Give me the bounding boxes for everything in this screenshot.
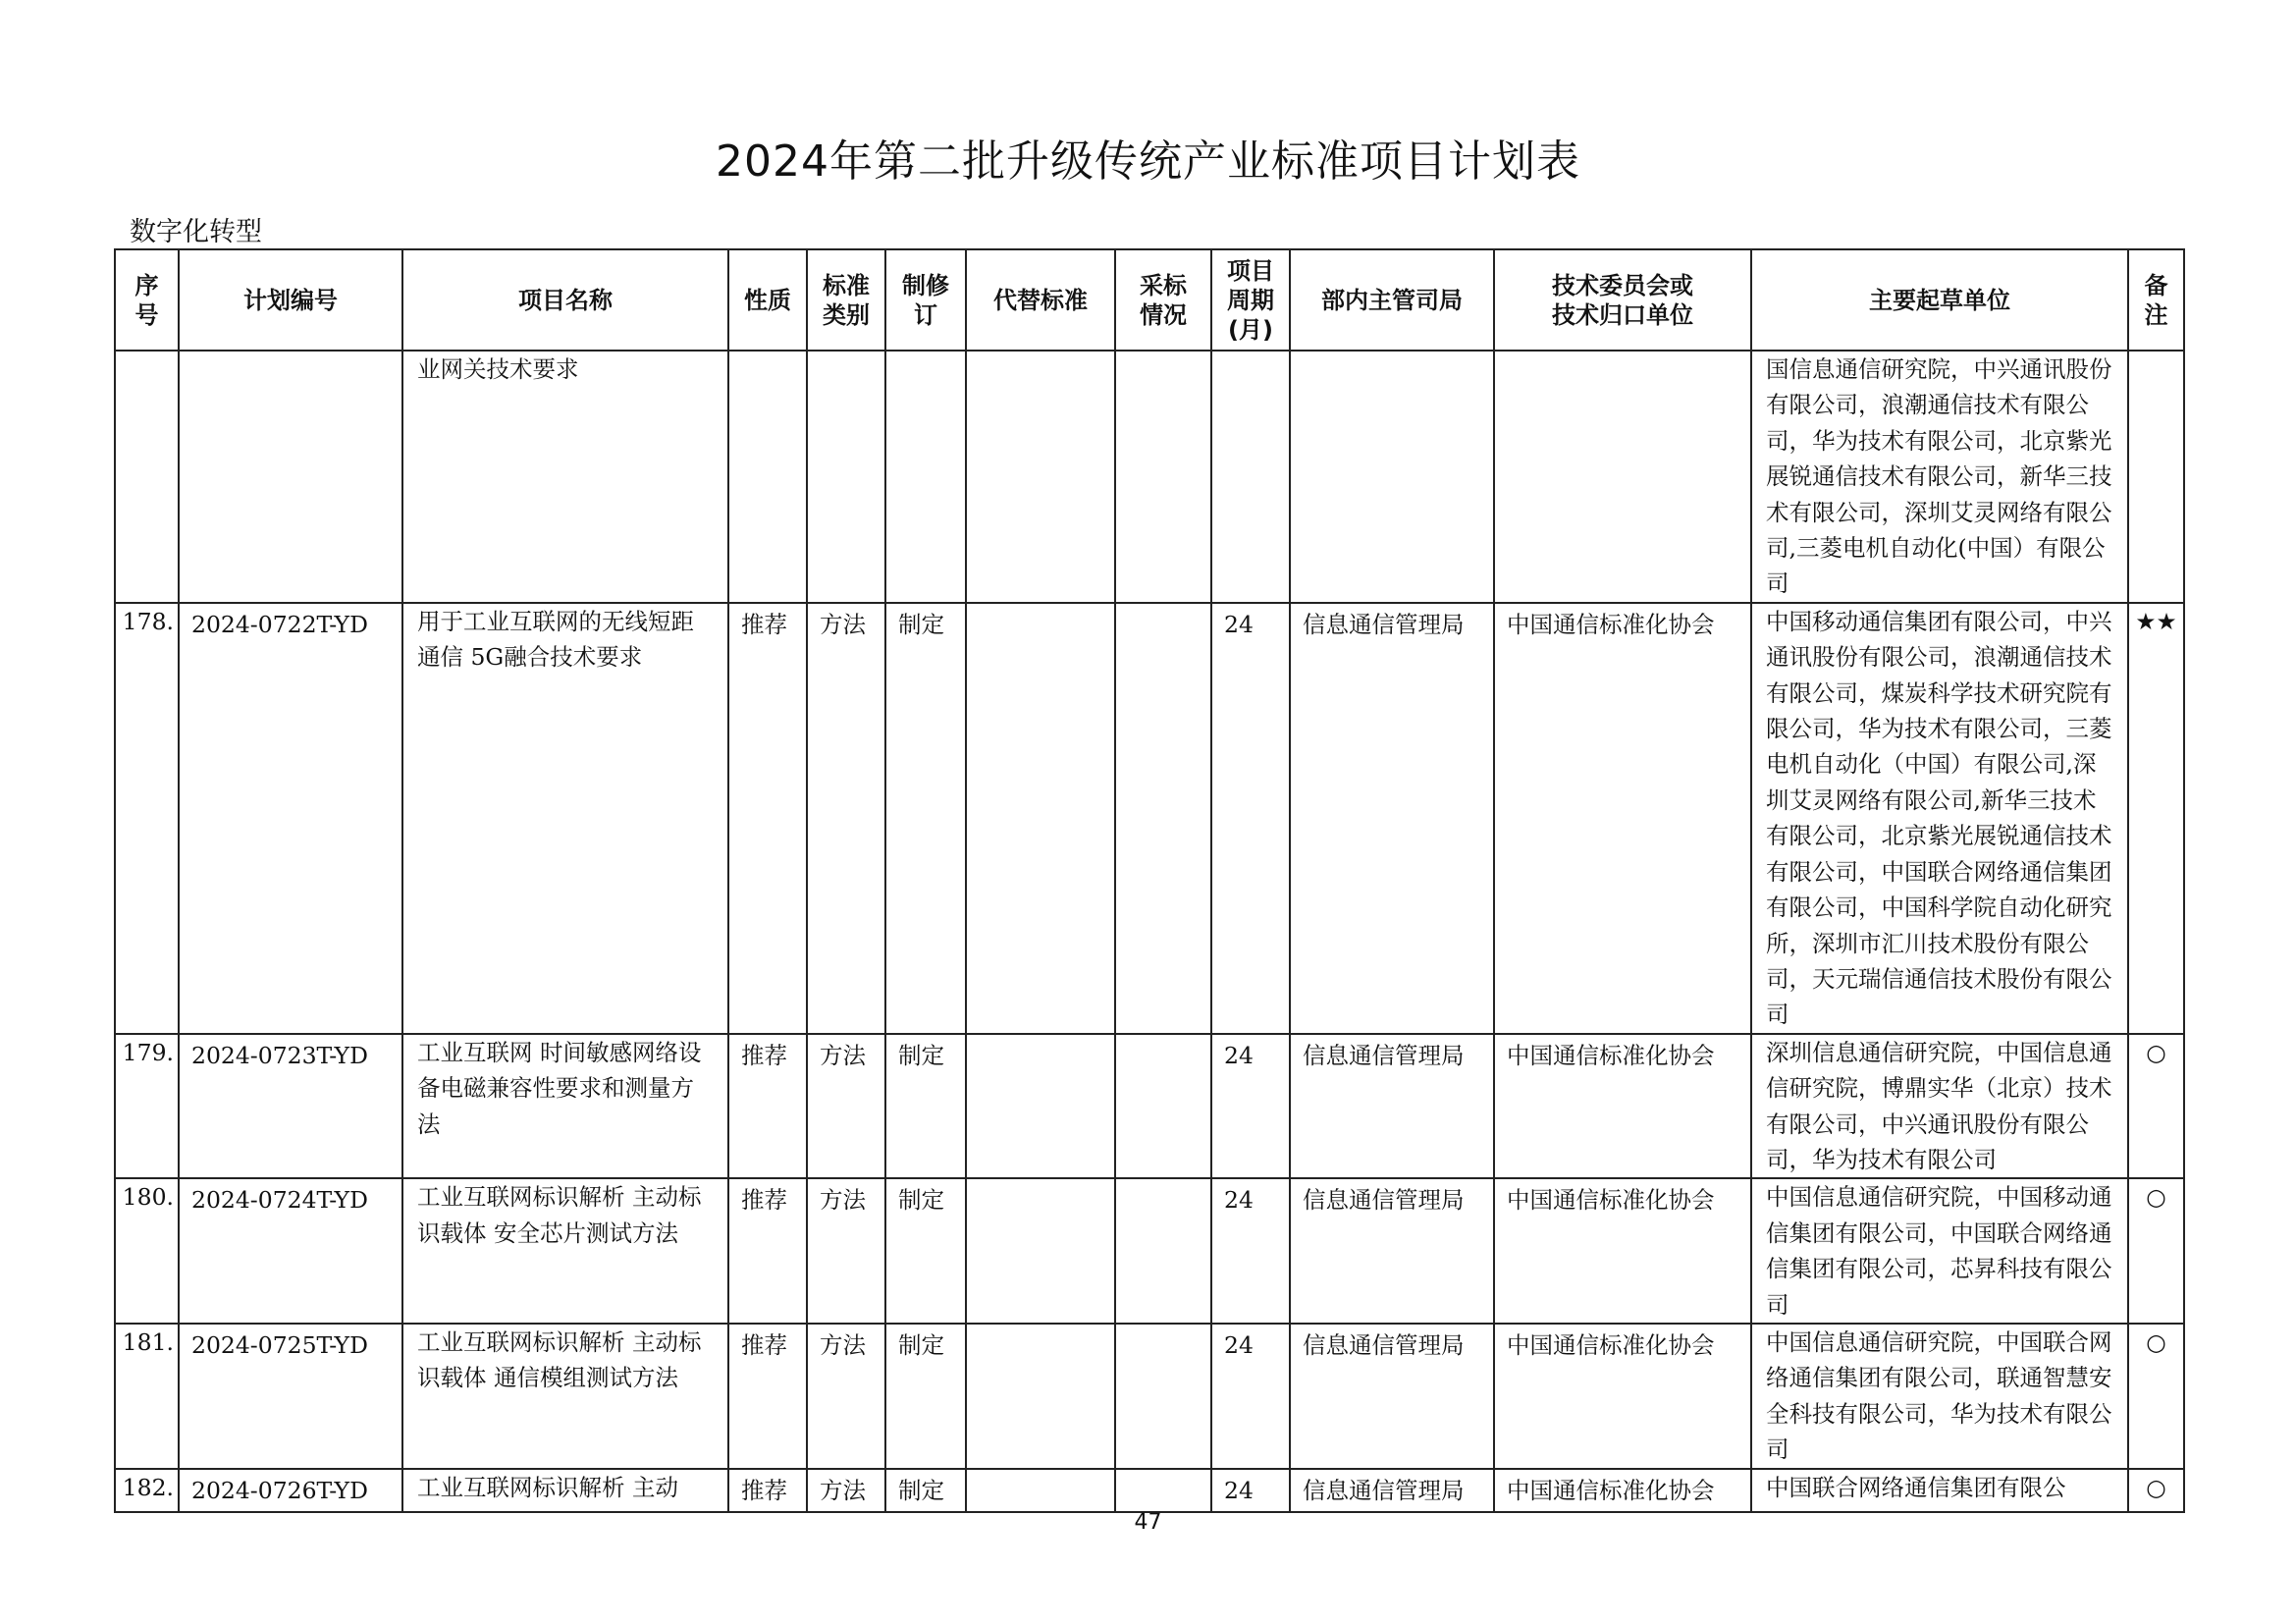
cell-nature: 推荐 (728, 1034, 807, 1179)
cell-category: 方法 (807, 1469, 885, 1512)
cell-seq: 181. (115, 1324, 179, 1469)
cell-plan-no: 2024-0726T-YD (179, 1469, 402, 1512)
cell-category: 方法 (807, 1324, 885, 1469)
cell-drafters: 国信息通信研究院，中兴通讯股份有限公司，浪潮通信技术有限公司，华为技术有限公司，北京紫光展锐通信技术有限公司，新华三技术有限公司，深圳艾灵网络有限公司,三菱电机自动化(中国）有限公司 (1751, 351, 2128, 603)
cell-adopt (1115, 1324, 1211, 1469)
standards-plan-table (114, 248, 2185, 1513)
cell-plan-no: 2024-0722T-YD (179, 603, 402, 1034)
cell-committee: 中国通信标准化协会 (1494, 1324, 1751, 1469)
cell-replaces (966, 1469, 1115, 1512)
cell-drafters: 中国移动通信集团有限公司，中兴通讯股份有限公司，浪潮通信技术有限公司，煤炭科学技术研究院有限公司，华为技术有限公司，三菱电机自动化（中国）有限公司,深圳艾灵网络有限公司,新华三技术有限公司，北京紫光展锐通信技术有限公司，中国联合网络通信集团有限公司，中国科学院自动化研究所，深圳市汇川技术股份有限公司，天元瑞信通信技术股份有限公司 (1751, 603, 2128, 1034)
table-row (115, 1469, 2184, 1512)
table-row (115, 1178, 2184, 1324)
cell-notes-star-mark: ★★ (2128, 603, 2184, 1034)
header-drafters: 主要起草单位 (1751, 249, 2128, 351)
cell-plan-no: 2024-0723T-YD (179, 1034, 402, 1179)
page-number: 47 (1134, 1510, 1162, 1535)
cell-replaces (966, 603, 1115, 1034)
cell-seq: 180. (115, 1178, 179, 1324)
cell-drafters: 中国信息通信研究院，中国移动通信集团有限公司，中国联合网络通信集团有限公司，芯昇科技有限公司 (1751, 1178, 2128, 1324)
cell-seq: 179. (115, 1034, 179, 1179)
cell-notes-circle-mark: ○ (2128, 1034, 2184, 1179)
cell-cycle: 24 (1211, 1324, 1290, 1469)
cell-adopt (1115, 1034, 1211, 1179)
cell-nature: 推荐 (728, 1178, 807, 1324)
cell-revision: 制定 (885, 1034, 966, 1179)
cell-bureau: 信息通信管理局 (1290, 603, 1494, 1034)
cell-project-name: 工业互联网标识解析 主动标识载体 通信模组测试方法 (402, 1324, 728, 1469)
table-row (115, 1324, 2184, 1469)
header-nature: 性质 (728, 249, 807, 351)
cell-notes-circle-mark: ○ (2128, 1178, 2184, 1324)
table-row (115, 1034, 2184, 1179)
cell-seq: 182. (115, 1469, 179, 1512)
cell-revision: 制定 (885, 1178, 966, 1324)
cell-project-name: 工业互联网 时间敏感网络设备电磁兼容性要求和测量方法 (402, 1034, 728, 1179)
cell-bureau: 信息通信管理局 (1290, 1324, 1494, 1469)
cell-project-name: 工业互联网标识解析 主动标识载体 安全芯片测试方法 (402, 1178, 728, 1324)
cell-bureau: 信息通信管理局 (1290, 1178, 1494, 1324)
cell-revision: 制定 (885, 1469, 966, 1512)
header-revision: 制修 订 (885, 249, 966, 351)
header-notes: 备 注 (2128, 249, 2184, 351)
cell-bureau: 信息通信管理局 (1290, 1034, 1494, 1179)
cell-cycle: 24 (1211, 603, 1290, 1034)
header-adopt: 采标 情况 (1115, 249, 1211, 351)
cell-project-name: 工业互联网标识解析 主动 (402, 1469, 728, 1512)
cell-category: 方法 (807, 1178, 885, 1324)
cell-notes-circle-mark: ○ (2128, 1469, 2184, 1512)
cell-drafters: 中国联合网络通信集团有限公 (1751, 1469, 2128, 1512)
section-subtitle: 数字化转型 (130, 217, 262, 247)
cell-replaces (966, 1034, 1115, 1179)
cell-plan-no: 2024-0724T-YD (179, 1178, 402, 1324)
table-header-row (115, 249, 2184, 351)
cell-committee: 中国通信标准化协会 (1494, 1469, 1751, 1512)
cell-nature: 推荐 (728, 1324, 807, 1469)
cell-replaces (966, 1324, 1115, 1469)
header-project-name: 项目名称 (402, 249, 728, 351)
table-row-continuation (115, 351, 2184, 603)
header-replaces: 代替标准 (966, 249, 1115, 351)
cell-nature: 推荐 (728, 603, 807, 1034)
cell-project-name: 业网关技术要求 (402, 351, 728, 603)
table-row (115, 603, 2184, 1034)
cell-seq: 178. (115, 603, 179, 1034)
cell-revision: 制定 (885, 1324, 966, 1469)
header-bureau: 部内主管司局 (1290, 249, 1494, 351)
cell-notes-circle-mark: ○ (2128, 1324, 2184, 1469)
header-plan-no: 计划编号 (179, 249, 402, 351)
cell-plan-no: 2024-0725T-YD (179, 1324, 402, 1469)
cell-committee: 中国通信标准化协会 (1494, 1178, 1751, 1324)
cell-cycle: 24 (1211, 1178, 1290, 1324)
cell-adopt (1115, 1178, 1211, 1324)
cell-adopt (1115, 603, 1211, 1034)
header-committee: 技术委员会或 技术归口单位 (1494, 249, 1751, 351)
cell-category: 方法 (807, 1034, 885, 1179)
cell-revision: 制定 (885, 603, 966, 1034)
cell-cycle: 24 (1211, 1469, 1290, 1512)
cell-committee: 中国通信标准化协会 (1494, 603, 1751, 1034)
header-seq: 序 号 (115, 249, 179, 351)
cell-replaces (966, 1178, 1115, 1324)
cell-cycle: 24 (1211, 1034, 1290, 1179)
header-category: 标准 类别 (807, 249, 885, 351)
cell-bureau: 信息通信管理局 (1290, 1469, 1494, 1512)
cell-drafters: 中国信息通信研究院，中国联合网络通信集团有限公司，联通智慧安全科技有限公司，华为技术有限公司 (1751, 1324, 2128, 1469)
cell-nature: 推荐 (728, 1469, 807, 1512)
cell-drafters: 深圳信息通信研究院，中国信息通信研究院，博鼎实华（北京）技术有限公司，中兴通讯股份有限公司，华为技术有限公司 (1751, 1034, 2128, 1179)
cell-committee: 中国通信标准化协会 (1494, 1034, 1751, 1179)
cell-category: 方法 (807, 603, 885, 1034)
header-cycle: 项目 周期 (月) (1211, 249, 1290, 351)
cell-adopt (1115, 1469, 1211, 1512)
cell-project-name: 用于工业互联网的无线短距通信 5G融合技术要求 (402, 603, 728, 1034)
page-title: 2024年第二批升级传统产业标准项目计划表 (716, 136, 1580, 187)
